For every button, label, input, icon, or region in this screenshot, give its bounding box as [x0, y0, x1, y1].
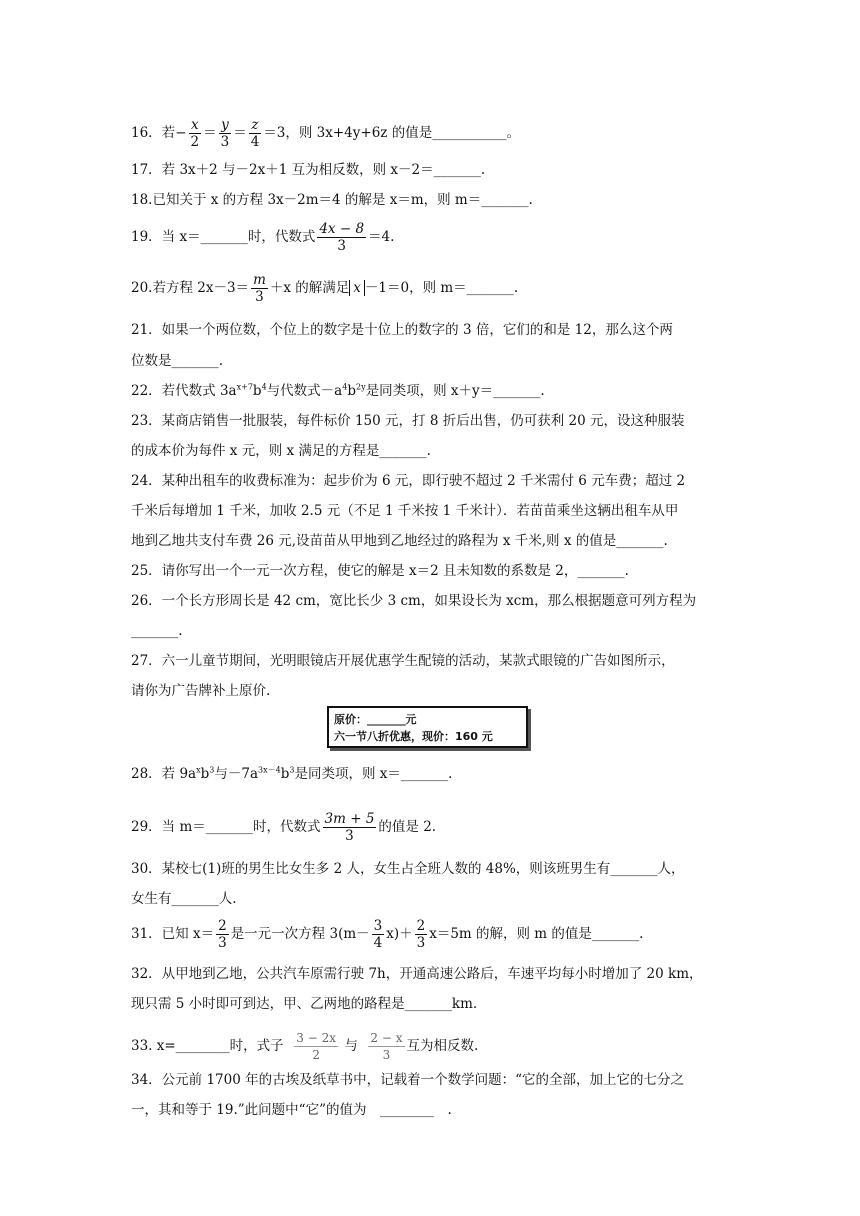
question-19: 19．当 x＝_______时，代数式 $\frac{4x - 8}{3}$ ＝4. [131, 221, 395, 254]
ad-original-price: 原价：_______元 [334, 713, 417, 726]
ad-discount-price: 六一节八折优惠，现价：160 元 [334, 730, 493, 743]
fraction-y-over-3: $\frac{y}{3}$ [220, 117, 230, 150]
fraction-3m-plus-5-over-3: $\frac{3m + 5}{3}$ [324, 811, 375, 844]
question-34-line-2: 一，其和等于 19.”此问题中“它”的值为 ________ . [131, 1102, 452, 1118]
question-26-line-1: 26．一个长方形周长是 42 cm，宽比长少 3 cm，如果设长为 xcm，那么根据题意可列方程为 [131, 593, 697, 609]
question-21-line-2: 位数是_______. [131, 353, 224, 369]
question-26-line-2: _______. [131, 623, 183, 639]
absolute-value-x: x [349, 280, 365, 296]
question-23-line-1: 23．某商店销售一批服装，每件标价 150 元，打 8 折后出售，仍可获利 20 元，设这种服装 [131, 413, 685, 429]
question-24-line-2: 千米后每增加 1 千米，加收 2.5 元（不足 1 千米按 1 千米计）．若苗苗乘坐这辆出租车从甲 [131, 503, 679, 519]
question-23-line-2: 的成本价为每件 x 元，则 x 满足的方程是_______. [131, 443, 431, 459]
question-29: 29．当 m＝_______时，代数式 $\frac{3m + 5}{3}$ 的值是 2. [131, 811, 437, 844]
question-28: 28．若 $9a^xb^3$与$-7a^{3x-4}b^3$是同类项，则 x＝_______. [131, 765, 453, 782]
question-33: 33. x=________时，式子 $\frac{3 - 2x}{2}$ 与 $\frac{2 - x}{3}$ 互为相反数. [131, 1031, 479, 1062]
question-30-line-1: 30．某校七(1)班的男生比女生多 2 人，女生占全班人数的 48%，则该班男生有_______人， [131, 861, 685, 877]
question-24-line-3: 地到乙地共支付车费 26 元,设苗苗从甲地到乙地经过的路程为 x 千米,则 x 的值是_______. [131, 533, 668, 549]
question-16: 16．若− $\frac{x}{2}$ ＝ $\frac{y}{3}$ ＝ $\frac{z}{4}$ ＝3，则 3x+4y+6z 的值是___________。 [131, 117, 520, 150]
question-27-line-1: 27．六一儿童节期间，光明眼镜店开展优惠学生配镜的活动，某款式眼镜的广告如图所示， [131, 653, 675, 669]
question-27-line-2: 请你为广告牌补上原价. [131, 683, 271, 699]
question-32-line-1: 32．从甲地到乙地，公共汽车原需行驶 7h，开通高速公路后，车速平均每小时增加了 20 km， [131, 966, 703, 982]
fraction-2-over-3-b: $\frac{2}{3}$ [416, 918, 426, 951]
question-30-line-2: 女生有_______人. [131, 891, 237, 907]
fraction-x-over-2: $\frac{x}{2}$ [190, 117, 200, 150]
question-32-line-2: 现只需 5 小时即可到达，甲、乙两地的路程是_______km. [131, 996, 478, 1012]
fraction-4x-minus-8-over-3: $\frac{4x - 8}{3}$ [319, 221, 365, 254]
fraction-2-over-3: $\frac{2}{3}$ [218, 918, 227, 951]
question-21-line-1: 21．如果一个两位数，个位上的数字是十位上的数字的 3 倍，它们的和是 12，那么这个两 [131, 322, 673, 338]
question-17: 17．若 3x＋2 与－2x＋1 互为相反数，则 x－2＝_______. [131, 162, 486, 178]
fraction-m-over-3: $\frac{m}{3}$ [253, 272, 266, 305]
question-20: 20.若方程 2x－3＝ $\frac{m}{3}$ ＋x 的解满足 x －1＝0，则 m＝_______. [131, 272, 519, 305]
question-18: 18.已知关于 x 的方程 3x－2m＝4 的解是 x＝m，则 m＝_______. [131, 192, 533, 208]
fraction-3-minus-2x-over-2: $\frac{3 - 2x}{2}$ [296, 1031, 337, 1062]
fraction-z-over-4: $\frac{z}{4}$ [250, 117, 260, 150]
question-31: 31．已知 x＝ $\frac{2}{3}$ 是一元一次方程 3(m－ $\frac{3}{4}$ x)＋ $\frac{2}{3}$ x＝5m 的解，则 m 的值是_______. [131, 918, 644, 951]
question-25: 25．请你写出一个一元一次方程，使它的解是 x＝2 且未知数的系数是 2，_______. [131, 563, 629, 579]
question-24-line-1: 24．某种出租车的收费标准为：起步价为 6 元，即行驶不超过 2 千米需付 6 元车费；超过 2 [131, 473, 686, 489]
question-34-line-1: 34．公元前 1700 年的古埃及纸草书中，记载着一个数学问题：“它的全部，加上它的七分之 [131, 1072, 685, 1088]
advertisement-board [327, 706, 528, 748]
fraction-2-minus-x-over-3: $\frac{2 - x}{3}$ [370, 1031, 403, 1062]
fraction-3-over-4: $\frac{3}{4}$ [373, 918, 383, 951]
question-22: 22．若代数式 $3a^{x+7}b^4$与代数式$-a^4b^{2y}$是同类项，则 x＋y＝_______. [131, 382, 545, 399]
